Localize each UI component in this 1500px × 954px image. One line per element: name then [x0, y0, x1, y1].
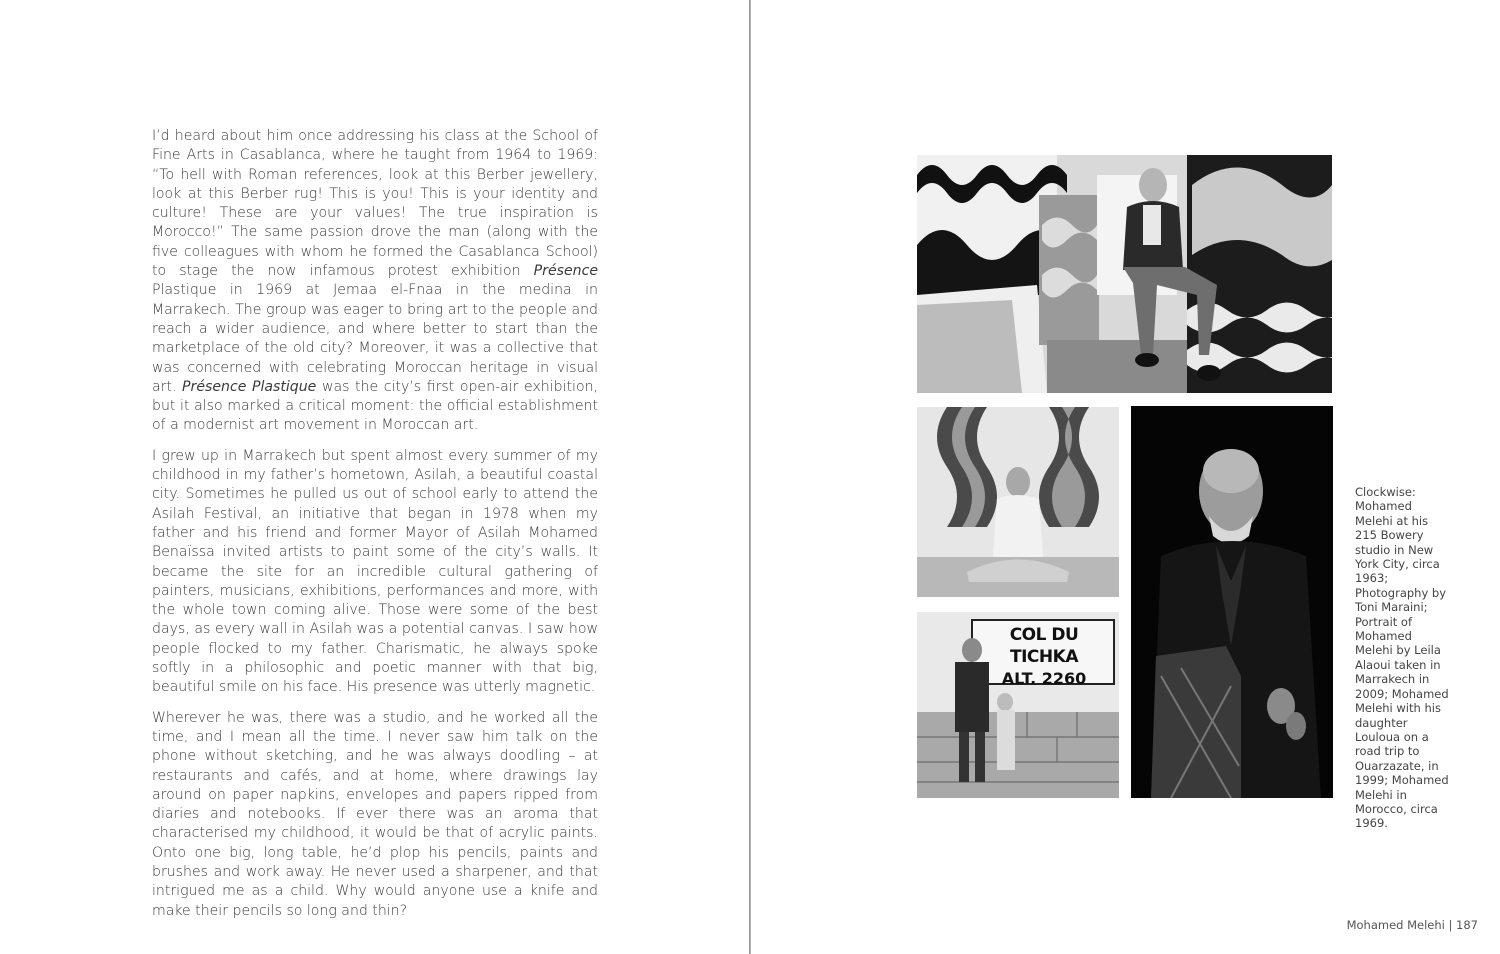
italic-title: Présence Plastique	[182, 378, 317, 395]
page-folio	[1347, 918, 1478, 932]
sign-text: COL DU TICHKA ALT. 2260	[1001, 625, 1087, 688]
paragraph-1: I’d heard about him once addressing his class at the School of Fine Arts in Casablanca, where he taught from 1964 to 1969: “To hell with Roman references, look at this Berber jewellery, look at this Berber rug! This is you! This is your identity and culture! These are your values! The true inspiration is Morocco!” The same passion drove the man (along with the five colleagues with whom he formed the Casablanca School) to stage the now infamous protest exhibition Présence Plastique in 1969 at Jemaa el-Fnaa in the medina in Marrakech. The group was eager to bring art to the people and reach a wider audience, and where better to start than the marketplace of the old city? Moreover, it was a collective that was concerned with celebrating Moroccan heritage in visual art. Présence Plastique was the city’s first open-air exhibition, but it also marked a critical moment: the official establishment of a modernist art movement in Moroccan art.	[152, 128, 599, 434]
photo-col-du-tichka	[917, 612, 1119, 798]
paragraph-3: Wherever he was, there was a studio, and he worked all the time, and I mean all the time. I never saw him talk on the phone without sketching, and he was always doodling – at restaurants and cafés, and at home, where drawings lay around on paper napkins, envelopes and papers ripped from diaries and notebooks. If ever there was an aroma that characterised my childhood, it would be that of acrylic paints. Onto one big, long table, he’d plop his pencils, paints and brushes and work away. He never used a sharpener, and that intrigued me as a child. Why would anyone use a knife and make their pencils so long and thin?	[152, 709, 598, 919]
italic-title: Présence	[533, 263, 599, 280]
body-text-column	[152, 127, 598, 932]
running-head: Mohamed Melehi	[1346, 918, 1445, 932]
page-number: 187	[1456, 918, 1478, 932]
page-gutter	[749, 0, 751, 954]
folio-separator: |	[1448, 918, 1453, 932]
photo-bowery-studio	[917, 155, 1332, 393]
photo-melehi-sitting-before-painting	[917, 407, 1119, 597]
photo-portrait-melehi	[1131, 406, 1333, 798]
photo-caption: Clockwise: Mohamed Melehi at his 215 Bowery studio in New York City, circa 1963; Photography by Toni Maraini; Portrait of Mohamed Melehi by Leila Alaoui taken in Marrakech in 2009; Mohamed Melehi with his daughter Louloua on a road trip to Ouarzazate, in 1999; Mohamed Melehi in Morocco, circa 1969.	[1355, 485, 1449, 831]
paragraph-2: I grew up in Marrakech but spent almost every summer of my childhood in my father’s hometown, Asilah, a beautiful coastal city. Sometimes he pulled us out of school early to attend the Asilah Festival, an initiative that began in 1978 when my father and his friend and former Mayor of Asilah Mohamed Benaïssa invited artists to paint some of the city’s walls. It became the site for an incredible cultural gathering of painters, musicians, exhibitions, performances and more, with the whole town coming alive. Those were some of the best days, as every wall in Asilah was a potential canvas. I saw how people flocked to my father. Charismatic, he always spoke softly in a philosophic and poetic manner with that big, beautiful smile on his face. His presence was utterly magnetic.	[152, 447, 598, 696]
